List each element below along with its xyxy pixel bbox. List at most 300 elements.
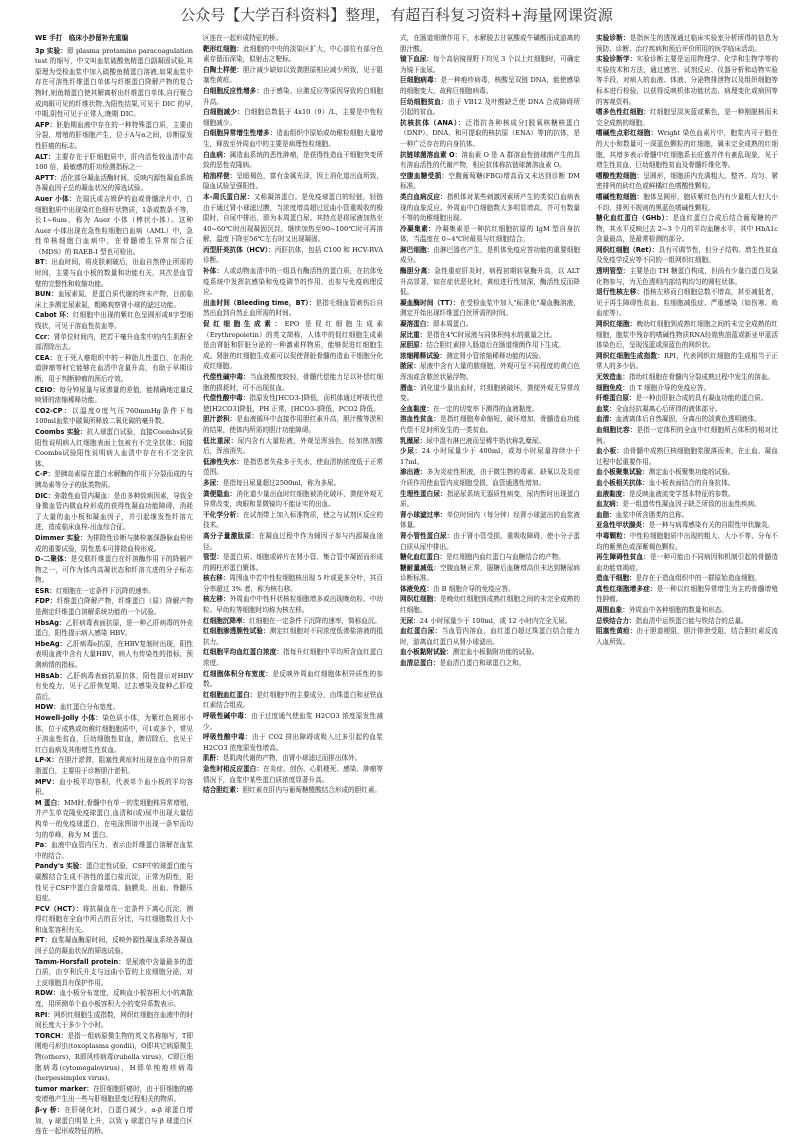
glossary-entry	[35, 586, 193, 597]
entry-definition: 以温度0度气压760mmHg条件下每100ml血浆中碳氧所释放二氧化碳的毫升数。	[35, 406, 193, 426]
glossary-entry	[596, 33, 778, 54]
glossary-entry	[596, 171, 778, 192]
entry-term: 白细胞减少：	[203, 108, 244, 117]
entry-term: 血细胞比容：	[596, 425, 637, 434]
entry-term: MPV：	[35, 777, 60, 786]
entry-term: 少尿：	[400, 447, 422, 456]
entry-definition: 是一种疱疹病毒，核酸呈双链 DNA，能使感染的细胞变大，故称巨细胞病毒。	[400, 76, 580, 95]
glossary-entry	[203, 65, 383, 86]
entry-term: AFP：	[35, 120, 57, 129]
entry-definition: 是晚幼红细胞到成熟红细胞之间的未完全成熟的红细胞。	[400, 595, 581, 615]
entry-term: ALT：	[35, 152, 55, 161]
entry-term: 肾小管性蛋白尿：	[400, 531, 454, 540]
glossary-entry	[203, 372, 383, 393]
entry-definition: 由于胆道梗阻，胆汁排泄受阻，结合胆红素反流入血所致。	[596, 627, 779, 646]
entry-definition: 主要存在于肝细胞质中，肝内活性较血清中高 100 倍，最敏感的肝功检测指标之一	[35, 152, 193, 172]
glossary-entry	[400, 266, 580, 298]
entry-definition: 弥散性血管内凝血：是由多种致病因素，导致全身微血管内微血栓形成的获得性凝血功能障碍，消耗了大量的血小板和凝血因子，并引起继发性纤溶亢进，造成临床血栓-出血综合征。	[35, 491, 193, 532]
entry-definition: 在瑞氏或吉姆萨的血或骨髓涂片中，白细胞胞质中出现染红色细杆状物质，1条或数条不等，长1~6um，称为 Auer 小体（棒状小体）。这种 Auer 小体出现在急性粒细胞白血病（AML）中，急性单核细胞白血病中，在骨髓增生异常综合征（MDS）的 RAEB-I 型也可检出。	[35, 194, 193, 256]
glossary-entry	[400, 404, 580, 415]
column-4	[596, 33, 778, 1113]
entry-definition: 是胰岛素原在蛋白水解酶的作用下分裂而成的与胰岛素等分子的肽类物质。	[35, 470, 194, 489]
entry-definition: 由于肾小管受损，重吸收障碍，使小分子蛋白质从尿中排出。	[400, 531, 581, 551]
entry-term: 巨细胞病毒：	[400, 76, 441, 85]
entry-term: 纤维蛋白原：	[596, 394, 636, 403]
glossary-entry	[203, 732, 383, 753]
glossary-entry	[400, 192, 580, 224]
glossary-entry	[400, 33, 580, 54]
entry-definition: 白细胞总数低于 4x10（9）/L，主要是中性粒细胞减少。	[203, 108, 384, 127]
glossary-entry	[400, 330, 580, 341]
entry-definition: 空腹血糖正常，服糖后血糖增高但未达到糖尿病诊断标准。	[400, 563, 581, 583]
entry-definition: 活化部分凝血活酶时间，反映内源性凝血系统各凝血因子总的凝血状况的筛选试验。	[35, 173, 193, 193]
entry-term: 红细胞血红蛋白：	[203, 690, 257, 699]
glossary-entry	[203, 616, 383, 627]
glossary-entry	[596, 510, 778, 521]
glossary-entry	[596, 584, 778, 605]
entry-definition: 是交联纤维蛋白在纤溶酶作用下的降解产物之一，可作为体内高凝状态和纤溶亢进的分子标志物。	[35, 555, 194, 585]
entry-definition: 测定血小板黏附功能的试验。	[452, 648, 539, 657]
entry-term: Pa：	[35, 841, 52, 850]
entry-definition: 冷凝集素是一种抗红细胞抗原的 IgM 型自身抗体，当温度在 0~4℃时最易与红细胞结合。	[400, 224, 580, 244]
entry-term: 乳糜尿：	[400, 436, 427, 445]
entry-term: 血小板：	[596, 447, 623, 456]
entry-definition: 区连在一起形成特征的桥。	[203, 34, 283, 42]
entry-term: 血脂：	[596, 510, 616, 519]
entry-definition: 在于死人癌组织中的一种胎儿性蛋白，在消化道肿瘤等时它能够在血清中含量升高，有助于早期诊断，用于判断肿瘤的预后疗效。	[35, 353, 193, 383]
entry-term: 镜下血尿：	[400, 55, 434, 64]
entry-definition: 是红细胞中的主要成分，由珠蛋白和亚铁血红素结合组成。	[203, 690, 384, 710]
entry-definition: 血浆凝血酶原时间，反映外源性凝血系统各凝血因子总的凝血状况的筛选试验。	[35, 936, 194, 956]
entry-term: 尿胆原：	[400, 341, 427, 350]
glossary-entry	[35, 861, 193, 903]
glossary-entry	[400, 563, 580, 584]
entry-term: 细胞免疫：	[596, 383, 629, 392]
glossary-entry	[596, 626, 778, 647]
entry-term: 白细胞异常增生性增多：	[203, 129, 277, 138]
glossary-entry	[203, 785, 383, 796]
glossary-entry	[35, 427, 193, 469]
glossary-entry	[35, 777, 193, 798]
glossary-entry	[35, 469, 193, 490]
entry-term: 抗链球菌溶血素 O：	[400, 150, 462, 159]
entry-definition: 指原发性[HCO3-]降低，而机体通过呼吸代偿使[H2CO3]降低，PH 正常，[HCO3-]降低，PCO2 降低。	[203, 394, 383, 413]
glossary-entry	[35, 957, 193, 989]
entry-term: Dimmer 实验：	[35, 533, 87, 542]
entry-definition: 实验诊断主要是运用物理学、化学和生物学等的实验技术和方法，通过感官、试剂反应、仪器分析和动物实验等手段，对病人的血液、体液、分泌物排泄物以及组织细胞等标本进行检验，以获得反映机体功能状态、病理变化或病因等的客观资料。	[596, 55, 779, 106]
entry-definition: 红细胞在一定条件下沉降的速率，简称血沉。	[249, 616, 382, 625]
entry-definition: 是指一定体积的全血中红细胞所占体积的相对比例。	[596, 425, 779, 445]
entry-definition: 外周血中中性杆状核粒细胞增多或出现晚幼粒、中幼粒、早幼粒等细胞时均称为核左移。	[203, 595, 384, 615]
entry-term: TORCH：	[35, 1031, 68, 1040]
entry-term: HDW：	[35, 703, 60, 712]
glossary-entry	[400, 75, 580, 96]
entry-definition: RPI，代表网织红细胞的生成相当于正常人的多少倍。	[596, 351, 778, 371]
entry-term: Tamm-Horsfall protein：	[35, 957, 126, 966]
glossary-entry	[400, 446, 580, 467]
entry-definition: 是一组遗传性凝血因子缺乏所致的出血性疾病。	[622, 500, 761, 509]
glossary-entry	[400, 361, 580, 382]
entry-definition: 指核左移而白细胞总数不增高，甚至减低者，见于再生障碍性贫血、粒细胞减低症、严重感染（如伤寒、败血症等）。	[596, 288, 779, 318]
entry-term: 血小板聚集试验：	[596, 468, 649, 477]
entry-term: 红细胞平均血红蛋白浓度：	[203, 648, 284, 657]
entry-definition: 周围血中若中性粒细胞核出现 5 叶或更多分叶，其百分率超过 3% 者，称为核右移。	[203, 574, 384, 593]
entry-definition: 乙肝病毒表面抗原抗体，阳性提示对HBV有免疫力，见于乙肝恢复期、过去感染及接种乙肝疫苗后。	[35, 671, 194, 701]
entry-definition: 是尿液中含量最多的蛋白质，由亨利氏升支与远曲小管的上皮细胞分泌，对上皮细胞具有保护作用。	[35, 957, 194, 987]
entry-term: 血小板黏附试验：	[400, 648, 453, 657]
entry-term: 结合胆红素：	[203, 786, 243, 795]
glossary-entry	[400, 616, 580, 627]
glossary-entry	[596, 478, 778, 489]
entry-term: tumor marker：	[35, 1084, 94, 1093]
entry-definition: EPO 是促红细胞生成素（Erythropoietin）的英文简称，人体中的促红细胞生成素是由肾脏和肝脏分泌的一种激素样物质，能够促进红细胞生成。肾脏的红细胞生成素可以促使肾脏骨髓的造血干细胞分化成红细胞。	[203, 320, 383, 371]
glossary-entry	[35, 120, 193, 152]
glossary-entry	[35, 533, 193, 554]
glossary-entry	[596, 192, 778, 213]
entry-term: 白陶土样便：	[203, 65, 244, 74]
glossary-entry	[203, 510, 383, 531]
entry-term: 网织红细胞：	[596, 320, 637, 329]
entry-definition: 是一种以红细胞异常增生为主的骨髓增殖性肿瘤。	[596, 584, 779, 604]
entry-term: 嗜多色性红细胞：	[596, 108, 650, 117]
entry-term: 生理性蛋白尿：	[400, 489, 447, 498]
entry-definition: 是血红蛋白合成后结合葡萄糖的产物，其水平反映过去 2~3 个月的平均血糖水平，其中 HbA1c 含量最高，是最常检测的部分。	[596, 214, 779, 244]
entry-term: 网织红细胞：	[400, 595, 441, 604]
entry-definition: 呈暗褐色，富有金属光泽，因上消化道出血所致，隐血试验呈强阳性。	[203, 171, 384, 191]
entry-term: 促红细胞生成素：	[203, 320, 285, 329]
entry-definition: 由 B 细胞介导的免疫应答。	[432, 584, 515, 593]
entry-definition: 溶血素 O 是 A 群溶血性链球菌产生的具有溶血活性的代谢产物，相应抗体称抗链球菌溶血素 O。	[400, 150, 580, 170]
entry-definition: 24 小时尿量少于 400ml，或每小时尿量持续小于 17ml。	[400, 447, 581, 466]
glossary-entry	[400, 351, 580, 362]
entry-definition: 指幼红细胞在骨髓内分裂成熟过程中发生的溶血。	[628, 373, 775, 381]
glossary-entry	[203, 690, 383, 711]
entry-definition: 指泌尿系统无器质性病变，尿内暂时出现蛋白质。	[400, 489, 581, 509]
glossary-entry	[203, 647, 383, 668]
entry-term: 阻塞性黄疸：	[596, 627, 637, 636]
entry-term: HbsAg：	[35, 618, 66, 627]
entry-definition: 具有可调节性，但分子结构、增生性贫血及免疫学反应等不同的一组网织红细胞。	[596, 245, 779, 265]
entry-definition: 是一种可能由不同病因和机制引起的骨髓造血功能衰竭症。	[596, 553, 779, 572]
entry-definition: 出血时间，将皮肤刺破后，出血自然停止所需的时间，主要与血小板的数量和功能有关，其次是血管壁的完整性和收缩功能。	[35, 258, 194, 288]
glossary-entry	[35, 596, 193, 617]
entry-definition: 是指医生的透视通过临床实验室分析所得的信息为预防、诊断、治疗疾病和预后评价所用的医学临床活动。	[596, 34, 779, 53]
glossary-entry	[596, 414, 778, 425]
entry-definition: 纤维蛋白降解产物，纤维蛋白（原）降解产物是测定纤维蛋白溶解系统功能的一个试验。	[35, 597, 194, 617]
entry-definition: 在肝硬化时，白蛋白减少，α-β 球蛋白增加，γ 球蛋白明显上升，以致 γ 球蛋白与 β 球蛋白区连在一起形成特征的桥。	[35, 1105, 193, 1136]
entry-term: 糖耐量减低：	[400, 563, 441, 572]
glossary-entry	[596, 467, 778, 478]
glossary-entry	[596, 372, 778, 383]
entry-definition: 结合胆红素排入肠道后在肠道细菌作用下生成。	[426, 341, 565, 350]
entry-term: 全血黏度：	[400, 404, 433, 413]
entry-term: 补体：	[203, 267, 224, 276]
entry-term: 无尿：	[400, 616, 420, 625]
entry-definition: 式，在肠道细菌作用下，水解脱去甘氨酸或牛磺酸而成游离的胆汁酸。	[400, 34, 580, 53]
entry-term: Pandy's 实验：	[35, 862, 86, 871]
entry-definition: 丙肝抗体，包括 C100 和 HCV-RVA 诊断。	[203, 245, 383, 265]
glossary-entry	[35, 713, 193, 755]
glossary-entry	[596, 351, 778, 372]
entry-term: 多尿：	[203, 478, 223, 487]
entry-term: 嗜碱性点彩红细胞：	[596, 129, 658, 138]
glossary-entry	[203, 552, 383, 573]
entry-term: 呼吸性酸中毒：	[203, 733, 252, 742]
entry-definition: 尿液中含有大量的脓细胞，外观可呈不同程度的黄白色浑浊或含脓丝状悬浮物。	[400, 362, 581, 381]
glossary-entry	[35, 904, 193, 936]
glossary-entry	[596, 287, 778, 319]
entry-definition: 抗人球蛋白试验，直接Coombs试验阳性说明病人红细胞表面上包被有不完全抗体；间接Coombs试验阳性说明病人血清中存在有不完全抗体。	[35, 427, 193, 468]
glossary-entry	[400, 118, 580, 150]
entry-definition: 是血清白蛋白和球蛋白之和。	[439, 659, 526, 668]
entry-term: RPI：	[35, 1010, 55, 1019]
entry-definition: 血小板平均容积，代表单个血小板的平均容积。	[35, 777, 194, 797]
glossary-entry	[203, 44, 383, 65]
entry-definition: 是肌肉代谢的产物，由肾小球滤过而排出体外。	[222, 754, 362, 763]
entry-term: Cabot 环：	[35, 311, 73, 320]
glossary-entry	[203, 573, 383, 594]
glossary-entry	[203, 171, 383, 192]
entry-term: 血红蛋白尿：	[400, 627, 442, 636]
entry-term: Howell-Jolly 小体：	[35, 714, 103, 722]
entry-term: CO2-CP：	[35, 406, 72, 415]
entry-term: 柏油样便：	[203, 171, 237, 180]
entry-term: CEA：	[35, 353, 57, 362]
glossary-entry	[596, 489, 778, 500]
entry-term: RDW：	[35, 989, 60, 998]
glossary-entry	[35, 194, 193, 258]
entry-term: 靶形红细胞：	[203, 44, 244, 53]
entry-definition: MM时,骨髓中有单一的浆细胞株异常增殖，并产生单克隆免疫球蛋白,血清和(或)尿中出现大量结构单一的免疫球蛋白，在电泳图谱中出现一条窄而均匀的单峰，称为 M 蛋白。	[35, 798, 194, 839]
glossary-entry	[35, 289, 193, 310]
glossary-entry	[203, 436, 383, 457]
entry-definition: 血液中血管内压力，表示由纤维蛋白溶解在血浆中的结合。	[35, 841, 193, 860]
glossary-entry	[596, 213, 778, 245]
entry-definition: 晚幼红细胞到成熟红细胞之间的未完全成熟的红细胞，胞浆中残存的嗜碱性物质RNA经煌焦油蓝或新亚甲蓝活体染色后，呈现浅蓝或深蓝色的网织状。	[596, 320, 779, 350]
entry-definition: 24 小时尿量少于 100ml，或 12 小时内完全无尿。	[419, 616, 572, 625]
entry-term: 血清总蛋白：	[400, 659, 440, 668]
entry-definition: 多为炎症性积液，由于微生物的毒素、缺氧以及炎症介质作用使血管内皮细胞受损，血管通透性增加。	[400, 468, 581, 487]
glossary-entry	[35, 639, 193, 671]
glossary-entry	[400, 531, 580, 552]
entry-definition: 即本周蛋白。	[432, 320, 473, 329]
entry-term: 凝溶蛋白：	[400, 320, 433, 329]
glossary-entry	[400, 467, 580, 488]
glossary-entry	[35, 554, 193, 586]
glossary-entry	[203, 669, 383, 690]
entry-definition: 红细胞中出现的紫红色呈圆形或8字型细线状，可见于溶血性贫血等。	[35, 311, 193, 331]
entry-term: 核左移：	[203, 595, 230, 604]
entry-definition: 属造血系统的恶性肿瘤，是获得性造血干细胞突变所致的恶性克隆病。	[203, 150, 384, 170]
entry-term: 退行性核左移：	[596, 288, 644, 297]
entry-definition: 是指在4℃时尿液与同体积纯水的重量之比。	[426, 330, 557, 339]
glossary-entry	[35, 491, 193, 533]
column-1	[35, 33, 194, 1136]
entry-term: PT：	[35, 936, 52, 945]
glossary-entry	[596, 499, 778, 510]
entry-definition: 在一定的切变率下测得的血液黏度。	[432, 404, 539, 413]
entry-term: 中毒颗粒：	[596, 531, 630, 540]
glossary-entry	[400, 340, 580, 351]
glossary-entry	[400, 171, 580, 192]
entry-definition: 由于感染、应激反应等原因导致的白细胞升高。	[203, 86, 384, 106]
entry-term: 肌酐：	[203, 754, 223, 763]
entry-definition: 是红细胞内血红蛋白与血糖结合的产物。	[446, 553, 565, 562]
entry-term: 代偿性碱中毒：	[203, 373, 250, 381]
entry-term: 胆汁淤积：	[203, 415, 237, 424]
glossary-entry	[400, 510, 580, 531]
entry-definition: 红细胞在一定条件下沉降的速率。	[55, 586, 155, 595]
glossary-entry	[400, 298, 580, 319]
glossary-entry	[400, 97, 580, 118]
entry-definition: 将抗凝血在一定条件下离心沉淀，测得红细胞在全血中所占的百分比，与红细胞数目大小和血浆容积有关。	[35, 904, 193, 934]
entry-term: 实验诊断：	[596, 34, 630, 42]
glossary-entry	[400, 319, 580, 330]
entry-term: 浓缩稀释试验：	[400, 351, 447, 360]
glossary-entry	[400, 414, 580, 435]
entry-definition: 由骨髓中成熟巨核细胞胞浆脱落而来，在止血、凝血过程中起重要作用。	[596, 447, 779, 466]
glossary-entry	[35, 671, 193, 703]
entry-term: 血清：	[596, 415, 616, 424]
entry-term: 真性红细胞增多症：	[596, 584, 657, 593]
glossary-entry	[203, 298, 383, 319]
entry-term: 红细胞渗透脆性试验：	[203, 627, 270, 636]
entry-term: 网织红细胞生成指数：	[596, 351, 664, 360]
entry-definition: 急性重症肝炎时，病程初期转氨酶升高，以 ALT 升高显著，如在症状恶化时，黄疸进行性加深，酶活性反而降低。	[400, 267, 580, 297]
glossary-entry	[35, 935, 193, 956]
entry-definition: 胞体呈圆形，胞质紫红色内有少量粗大但大小不均、排列不规则的黑蓝色嗜碱性颗粒。	[596, 192, 779, 212]
glossary-entry	[203, 764, 383, 785]
entry-definition: 是反映血液流变学基本特征的参数。	[628, 489, 735, 498]
entry-definition: 肾单位时间内，把若干毫升血浆中的内生肌酐全部清除出去。	[35, 332, 194, 352]
entry-term: 网织红细胞（Ret）：	[596, 245, 659, 254]
entry-definition: 指血清中运铁蛋白能与铁结合的总量。	[635, 616, 748, 625]
entry-definition: 空腹葡萄糖(FBG)增高而又未达到诊断 DM 标准。	[400, 171, 580, 191]
column-2	[203, 33, 383, 1113]
glossary-entry	[596, 266, 778, 287]
glossary-entry	[203, 393, 383, 414]
glossary-entry	[400, 584, 580, 595]
entry-definition: 血小板分布宽度，反映血小板容积大小的离散度，用所测单个血小板容积大小的变异系数表示。	[35, 989, 194, 1009]
glossary-entry	[35, 406, 193, 427]
entry-definition: 全血经抗凝离心后所得的液体部分。	[615, 404, 722, 413]
entry-definition: 是存在于造血组织中的一群原始造血细胞。	[635, 574, 761, 583]
entry-term: DIC：	[35, 491, 55, 500]
glossary-entry	[203, 319, 383, 372]
glossary-entry	[596, 573, 778, 584]
entry-term: 出血时间（Bleeding time，BT）：	[203, 298, 316, 307]
entry-term: 3p 实验：	[35, 46, 67, 55]
entry-term: 低渗性失水：	[203, 457, 244, 466]
glossary-entry	[596, 531, 778, 552]
entry-term: 嗜酸性粒细胞：	[596, 171, 644, 180]
entry-definition: 外周血中各种细胞的数量和形态。	[628, 606, 728, 615]
glossary-entry	[203, 489, 383, 510]
entry-term: 空腹血糖受损：	[400, 171, 449, 180]
entry-definition: 测定血小板聚集功能的试验。	[648, 468, 735, 477]
entry-term: 代偿性酸中毒：	[203, 394, 250, 403]
entry-term: M 蛋白：	[35, 798, 64, 807]
entry-term: BT：	[35, 258, 52, 267]
entry-term: APTT：	[35, 173, 61, 182]
glossary-entry	[596, 107, 778, 128]
glossary-entry	[203, 128, 383, 149]
entry-term: 体液免疫：	[400, 584, 433, 593]
column-heading: WE 手打 临床小抄留补充重编	[35, 34, 129, 42]
entry-definition: 在试剂带上加入标准物质，使之与试剂区反应的技术。	[203, 510, 384, 530]
glossary-entry	[203, 150, 383, 171]
page-banner: 公众号【大学百科资料】整理，有超百科复习资料+海量网课资源	[180, 6, 613, 24]
entry-term: 白细胞反应性增多：	[203, 86, 264, 95]
entry-definition: 由于 VB12 及叶酸缺乏使 DNA 合成障碍所引起的贫血。	[400, 97, 581, 117]
entry-term: 低比重尿：	[203, 436, 238, 445]
entry-definition: 血浆中所含脂类的总称。	[615, 510, 689, 519]
entry-term: 亚急性甲状腺炎：	[596, 521, 649, 530]
glossary-entry	[596, 404, 778, 415]
entry-definition: 为排除性诊断与肺栓塞深静脉血栓形成的重要试验，阴性基本可排除血栓形成。	[35, 533, 194, 553]
glossary-entry	[203, 192, 383, 245]
glossary-entry	[35, 798, 193, 840]
entry-term: 嗜碱性粒细胞：	[596, 192, 644, 201]
glossary-entry	[596, 319, 778, 351]
entry-definition: 即 plasma protamine paracoagulation test 的缩写，中文叫血浆硫酸鱼精蛋白副凝固试验,其原理为受检血浆中加入硫酸鱼精蛋白溶液,如果血浆中存在可溶性纤维蛋白单体与纤维蛋白降解产物的复合物时,则鱼精蛋白使其解离析出纤维蛋白单体,自行聚合成肉眼可见的纤维状物,为阳性结果,可见于 DIC 的早,中期,阴性可见于正常人,晚期 DIC。	[35, 46, 193, 119]
glossary-entry	[35, 755, 193, 776]
entry-definition: 人或动物血清中的一组具有酶活性的蛋白质，在抗体免疫系统中发挥抗感染和免疫调节的作用，也参与免疫病理反应。	[203, 267, 384, 297]
entry-term: 血友病：	[596, 500, 623, 509]
entry-term: LP-X：	[35, 756, 59, 765]
entry-term: 无效造血：	[596, 373, 629, 381]
glossary-entry	[596, 393, 778, 404]
entry-definition: 血红蛋白分布宽度。	[59, 703, 120, 712]
entry-term: Ccr：	[35, 332, 54, 341]
entry-term: HBsAb：	[35, 671, 67, 680]
entry-term: 溶血性贫血：	[400, 415, 441, 424]
glossary-entry	[400, 552, 580, 563]
glossary-entry	[35, 1031, 193, 1084]
entry-definition: 胆汁减少缺如以致粪胆原相应减少所致，见于阻塞性黄疸。	[203, 65, 384, 85]
entry-term: Coombs 实验：	[35, 427, 87, 436]
entry-term: 糖化血红蛋白：	[400, 553, 447, 562]
glossary-entry	[203, 594, 383, 615]
glossary-entry	[596, 616, 778, 627]
entry-term: 造血干细胞：	[596, 574, 636, 583]
entry-term: 血小板相关抗体：	[596, 478, 649, 487]
glossary-entry	[35, 310, 193, 331]
entry-term: 丙型肝炎抗体（HCV）：	[203, 245, 275, 254]
glossary-entry	[400, 489, 580, 510]
entry-definition: 是反映外周血红细胞体积异质性的参数。	[203, 669, 384, 689]
entry-term: 酶胆分离：	[400, 267, 435, 276]
glossary-entry	[203, 457, 383, 478]
glossary-entry	[596, 552, 778, 573]
glossary-entry	[35, 152, 193, 173]
entry-definition: 是指每日尿量超过2500ml，称为多尿。	[222, 478, 341, 487]
entry-term: D-二聚体：	[35, 555, 71, 564]
glossary-entry	[35, 618, 193, 639]
glossary-entry	[203, 33, 383, 44]
entry-definition: 在炎症、创伤、心肌梗死、感染、肿瘤等情况下，血浆中某些蛋白质浓度显著升高。	[203, 764, 384, 784]
entry-definition: 在肝细胞肝癌时，由于肝细胞的癌变增殖产生出一些与肝细胞恶变过程相关的物质。	[35, 1084, 193, 1104]
glossary-entry	[400, 658, 580, 669]
entry-definition: 是指红细胞寿命缩短、破坏增加，骨髓造血功能代偿不足时所发生的一类贫血。	[400, 415, 581, 434]
entry-term: 尿比重：	[400, 330, 427, 339]
entry-definition: 乙肝病毒表面抗原，是一种乙肝病毒的外壳蛋白，阳性提示病人感染 HBV。	[35, 618, 193, 638]
glossary-entry	[596, 128, 778, 170]
entry-term: 血浆：	[596, 404, 616, 413]
entry-term: 实验诊断学：	[596, 55, 637, 64]
entry-definition: 是血液循环中直接作用胆红素升高，胆汁酸等淤积的结果，使体内所需的胆汁功能障碍。	[203, 415, 384, 434]
glossary-entry	[35, 988, 193, 1009]
